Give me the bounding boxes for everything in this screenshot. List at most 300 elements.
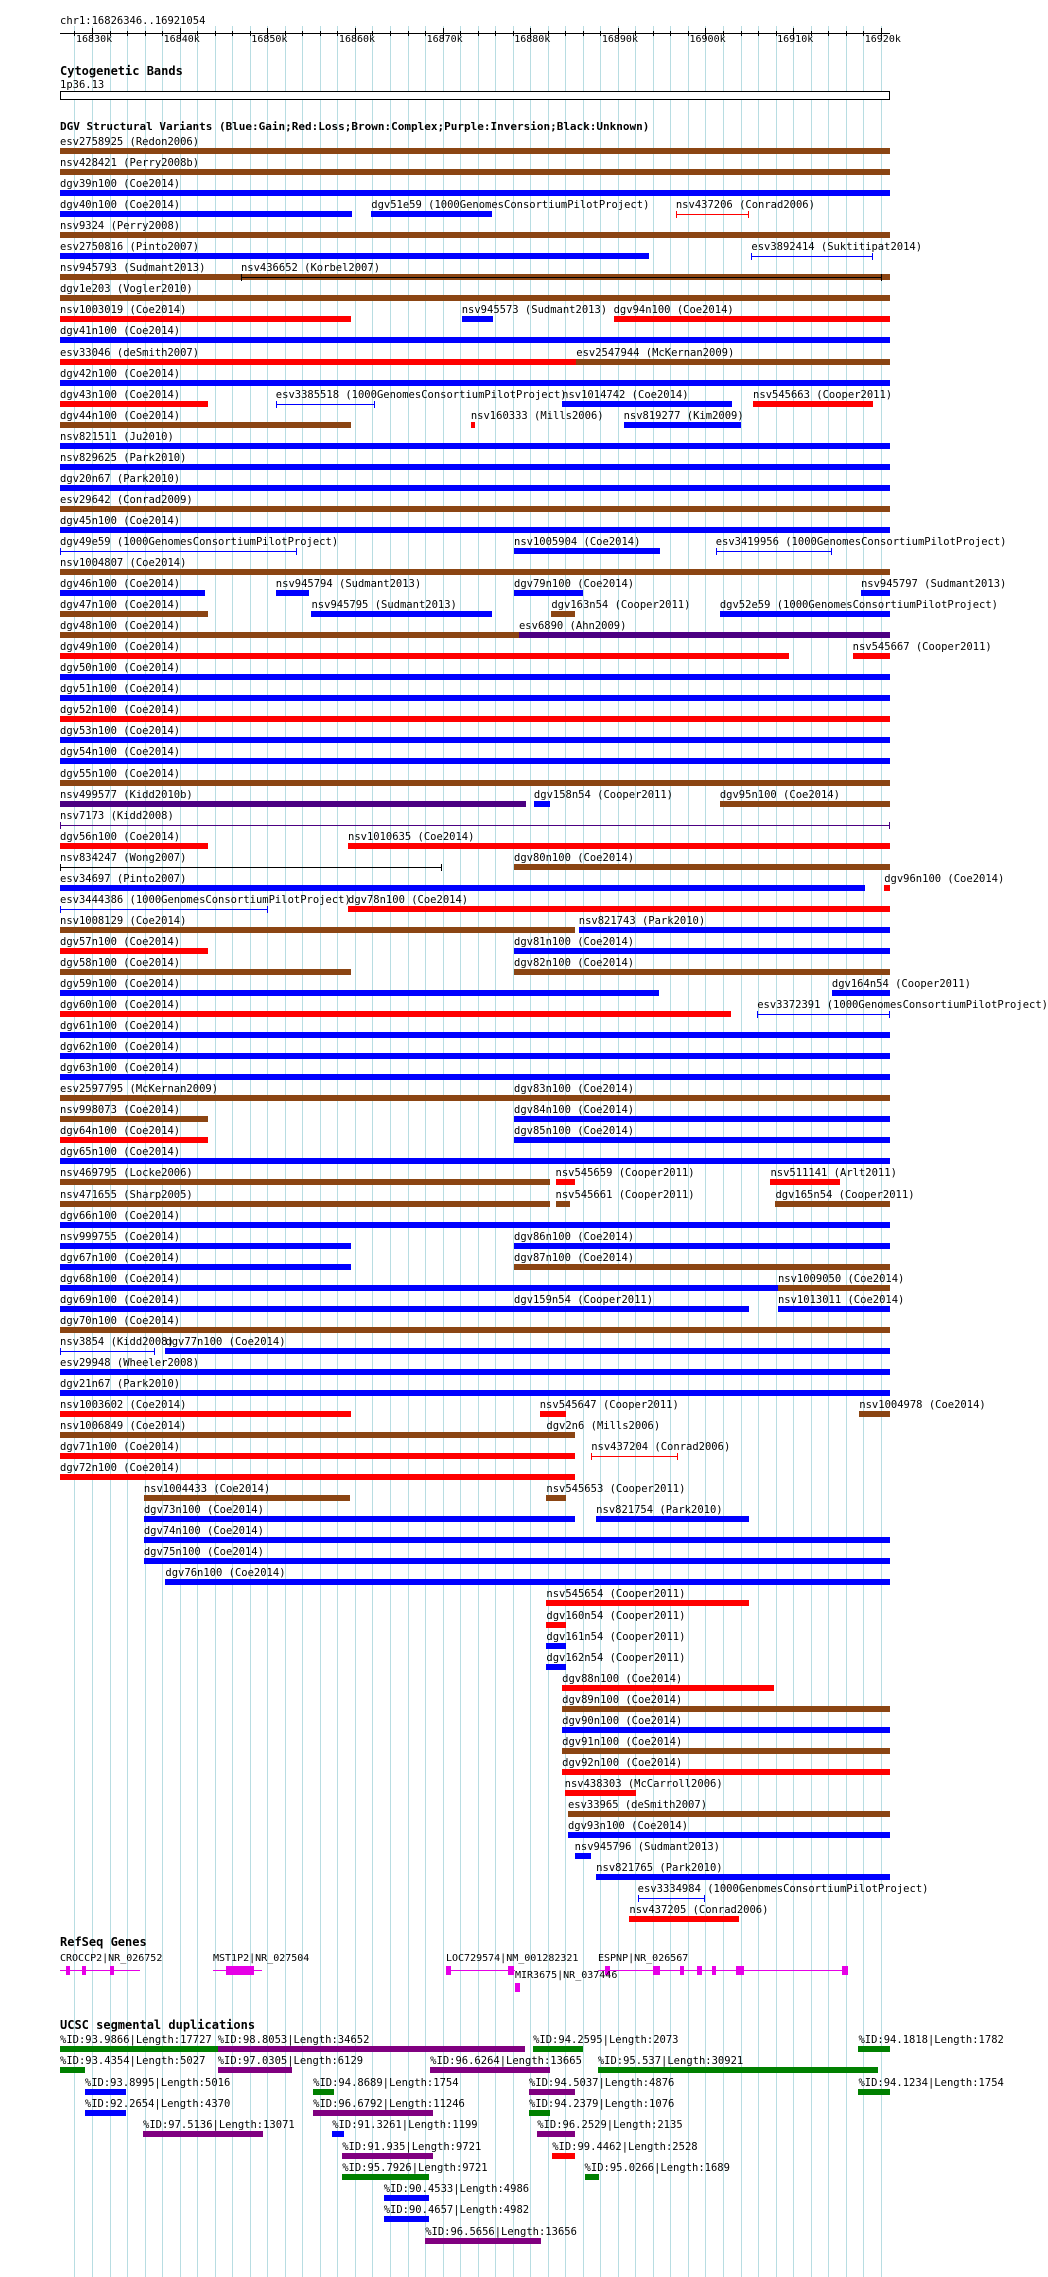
variant-feature[interactable] [60,1390,890,1396]
segdup-feature[interactable] [598,2067,878,2073]
variant-feature[interactable] [60,737,890,743]
variant-label: dgv43n100 (Coe2014) [60,388,181,401]
ruler-tick [741,31,742,36]
segdup-label: %ID:96.6264|Length:13665 [430,2055,582,2068]
segdup-feature[interactable] [425,2238,541,2244]
ruler-tick-label: 16860k [338,34,376,45]
variant-feature[interactable] [514,864,890,870]
variant-label: dgv2n6 (Mills2006) [546,1420,661,1433]
refseq-track-title[interactable]: RefSeq Genes [60,1935,147,1949]
variant-label: esv2750816 (Pinto2007) [60,241,200,254]
variant-end-tick [889,822,890,829]
variant-feature[interactable] [770,1179,840,1185]
segdup-label: %ID:99.4462|Length:2528 [552,2140,698,2153]
segdup-label: %ID:95.0266|Length:1689 [584,2161,730,2174]
variant-feature[interactable] [60,380,890,386]
variant-feature[interactable] [596,1516,749,1522]
gene-exon[interactable] [680,1966,684,1975]
variant-label: nsv436652 (Korbel2007) [240,262,381,275]
variant-feature[interactable] [546,1600,749,1606]
variant-label: dgv48n100 (Coe2014) [60,620,181,633]
variant-label: dgv20n67 (Park2010) [60,472,181,485]
gene-label: MST1P2|NR_027504 [213,1953,310,1964]
variant-feature[interactable] [348,843,890,849]
variant-feature[interactable] [60,316,351,322]
segdup-label: %ID:92.2654|Length:4370 [84,2097,231,2110]
segdup-feature[interactable] [529,2089,575,2095]
variant-feature[interactable] [562,1727,890,1733]
gene-exon[interactable] [66,1966,70,1975]
variant-label: dgv161n54 (Cooper2011) [546,1630,686,1643]
ruler-tick-label: 16880k [514,34,551,45]
variant-label: dgv58n100 (Coe2014) [60,956,181,969]
variant-feature[interactable] [60,1369,890,1375]
variant-label: dgv159n54 (Cooper2011) [514,1293,654,1306]
variant-label: dgv41n100 (Coe2014) [60,325,181,338]
ruler-tick [758,31,759,36]
variant-label: esv33965 (deSmith2007) [567,1798,708,1811]
variant-label: dgv40n100 (Coe2014) [60,199,181,212]
variant-feature[interactable] [60,867,442,868]
variant-feature[interactable] [60,527,890,533]
variant-feature[interactable] [629,1916,739,1922]
segdup-track-title[interactable]: UCSC segmental duplications [60,2018,256,2032]
gene-exon[interactable] [736,1966,744,1975]
variant-label: dgv49e59 (1000GenomesConsortiumPilotProject) [60,535,339,548]
variant-feature[interactable] [568,1811,890,1817]
variant-feature[interactable] [778,1306,890,1312]
variant-feature[interactable] [60,1053,890,1059]
variant-label: dgv160n54 (Cooper2011) [546,1609,686,1622]
variant-feature[interactable] [753,401,873,407]
variant-label: nsv945573 (Sudmant2013) [461,304,608,317]
variant-label: esv3892414 (Suktitipat2014) [751,241,923,254]
segdup-label: %ID:94.2595|Length:2073 [533,2034,679,2046]
variant-feature[interactable] [60,1032,890,1038]
variant-feature[interactable] [514,1306,749,1312]
variant-label: dgv21n67 (Park2010) [60,1377,181,1390]
variant-feature[interactable] [60,801,526,807]
segdup-feature[interactable] [60,2046,218,2052]
variant-feature[interactable] [60,1411,351,1417]
variant-end-tick [638,1895,639,1902]
variant-feature[interactable] [60,1432,575,1438]
variant-feature[interactable] [720,801,890,807]
segdup-label: %ID:97.0305|Length:6129 [217,2055,364,2068]
variant-label: nsv1003019 (Coe2014) [60,304,187,317]
segdup-feature[interactable] [585,2174,600,2180]
gene-exon[interactable] [110,1966,114,1975]
variant-label: dgv87n100 (Coe2014) [514,1251,635,1264]
variant-feature[interactable] [60,1137,208,1143]
variant-feature[interactable] [60,485,890,491]
variant-label: dgv39n100 (Coe2014) [60,178,181,191]
variant-feature[interactable] [60,825,890,826]
segdup-feature[interactable] [143,2131,263,2137]
variant-label: dgv163n54 (Cooper2011) [551,599,691,612]
gene-intron[interactable] [60,1970,140,1971]
variant-label: nsv545667 (Cooper2011) [852,641,992,654]
variant-label: nsv437204 (Conrad2006) [591,1441,731,1454]
variant-label: dgv75n100 (Coe2014) [143,1546,264,1559]
variant-feature[interactable] [165,1579,890,1585]
segdup-feature[interactable] [552,2153,574,2159]
gene-exon[interactable] [446,1966,451,1975]
segdup-feature[interactable] [858,2046,890,2052]
ruler-tick-label: 16920k [864,34,901,45]
segdup-feature[interactable] [537,2131,574,2137]
variant-feature[interactable] [144,1516,575,1522]
cytoband-track-title[interactable]: Cytogenetic Bands [60,64,183,78]
variant-label: dgv88n100 (Coe2014) [562,1672,683,1685]
variant-feature[interactable] [462,316,494,322]
variant-feature[interactable] [60,969,351,975]
segdup-feature[interactable] [342,2153,433,2159]
variant-feature[interactable] [514,969,890,975]
variant-feature[interactable] [276,404,376,405]
variant-feature[interactable] [60,464,890,470]
variant-feature[interactable] [778,1285,890,1291]
segdup-label: %ID:90.4533|Length:4986 [383,2183,530,2196]
variant-label: esv3419956 (1000GenomesConsortiumPilotProject) [715,535,1007,548]
variant-label: dgv77n100 (Coe2014) [165,1335,286,1348]
variant-feature[interactable] [534,801,550,807]
variant-label: nsv545659 (Cooper2011) [555,1167,695,1180]
variant-feature[interactable] [514,1095,890,1101]
variant-label: dgv66n100 (Coe2014) [60,1209,181,1222]
variant-label: nsv821754 (Park2010) [596,1504,723,1517]
variant-feature[interactable] [60,253,649,259]
variant-label: dgv94n100 (Coe2014) [613,304,734,317]
variant-feature[interactable] [60,190,890,196]
variant-feature[interactable] [60,1351,155,1352]
variant-label: nsv545663 (Cooper2011) [753,388,893,401]
variant-feature[interactable] [276,590,309,596]
variant-label: dgv82n100 (Coe2014) [514,956,635,969]
variant-label: dgv89n100 (Coe2014) [562,1693,683,1706]
variant-feature[interactable] [144,1537,890,1543]
segdup-feature[interactable] [218,2046,525,2052]
variant-feature[interactable] [562,1685,774,1691]
variant-feature[interactable] [853,653,890,659]
variant-feature[interactable] [348,906,890,912]
variant-feature[interactable] [60,674,890,680]
segdup-label: %ID:94.5037|Length:4876 [528,2076,675,2089]
variant-feature[interactable] [556,1179,575,1185]
segdup-feature[interactable] [85,2110,127,2116]
variant-end-tick [831,548,832,555]
variant-label: nsv945797 (Sudmant2013) [860,578,1007,591]
position-label: chr1:16826346..16921054 [60,15,206,27]
segdup-feature[interactable] [430,2067,550,2073]
variant-label: dgv83n100 (Coe2014) [514,1083,635,1096]
segdup-feature[interactable] [60,2067,85,2073]
variant-end-tick [591,1453,592,1460]
segdup-label: %ID:90.4657|Length:4982 [383,2204,530,2217]
variant-label: dgv91n100 (Coe2014) [562,1735,683,1748]
variant-feature[interactable] [60,443,890,449]
variant-feature[interactable] [60,569,890,575]
variant-feature[interactable] [514,1116,890,1122]
variant-feature[interactable] [546,1643,566,1649]
variant-feature[interactable] [614,316,890,322]
variant-feature[interactable] [546,1495,566,1501]
variant-feature[interactable] [60,653,789,659]
variant-feature[interactable] [471,422,475,428]
variant-label: dgv70n100 (Coe2014) [60,1314,181,1327]
segdup-feature[interactable] [332,2131,344,2137]
variant-feature[interactable] [241,277,882,278]
variant-feature[interactable] [562,1706,890,1712]
variant-feature[interactable] [60,1011,731,1017]
segdup-feature[interactable] [85,2089,127,2095]
variant-end-tick [154,1348,155,1355]
variant-feature[interactable] [60,1474,575,1480]
variant-feature[interactable] [60,716,890,722]
variant-label: esv3385518 (1000GenomesConsortiumPilotProject) [275,388,567,401]
variant-feature[interactable] [514,590,583,596]
variant-label: dgv80n100 (Coe2014) [514,851,635,864]
variant-feature[interactable] [60,590,205,596]
segdup-feature[interactable] [313,2089,334,2095]
variant-label: nsv437205 (Conrad2006) [629,1904,769,1917]
variant-feature[interactable] [60,1222,890,1228]
variant-label: esv3444386 (1000GenomesConsortiumPilotProject) [60,893,351,906]
variant-feature[interactable] [60,780,890,786]
ruler-tick-label: 16840k [163,34,200,45]
variant-feature[interactable] [60,1201,550,1207]
variant-label: nsv469795 (Locke2006) [60,1167,193,1180]
gene-exon[interactable] [226,1966,254,1975]
variant-feature[interactable] [60,1327,890,1333]
ruler-tick-label: 16870k [426,34,463,45]
variant-feature[interactable] [551,611,574,617]
segdup-feature[interactable] [218,2067,293,2073]
gene-exon[interactable] [515,1983,520,1992]
variant-label: dgv92n100 (Coe2014) [562,1756,683,1769]
variant-label: dgv90n100 (Coe2014) [562,1714,683,1727]
gene-exon[interactable] [653,1966,660,1975]
gene-intron[interactable] [598,1970,848,1971]
variant-label: nsv829625 (Park2010) [60,451,187,464]
variant-feature[interactable] [546,1664,566,1670]
segdup-feature[interactable] [384,2195,430,2201]
variant-label: nsv1006849 (Coe2014) [60,1420,187,1433]
variant-end-tick [716,548,717,555]
ruler-tick [145,31,146,36]
gene-exon[interactable] [697,1966,702,1975]
gene-exon[interactable] [82,1966,86,1975]
variant-end-tick [881,274,882,281]
variant-label: esv3372391 (1000GenomesConsortiumPilotProject) [757,999,1048,1012]
variant-feature[interactable] [60,948,208,954]
variant-end-tick [241,274,242,281]
variant-label: nsv545661 (Cooper2011) [555,1188,695,1201]
variant-label: dgv78n100 (Coe2014) [348,893,469,906]
variant-feature[interactable] [624,422,741,428]
variant-feature[interactable] [591,1456,678,1457]
segdup-feature[interactable] [384,2216,430,2222]
variant-feature[interactable] [60,1158,890,1164]
variant-feature[interactable] [60,295,890,301]
segdup-label: %ID:93.8995|Length:5016 [84,2076,231,2089]
variant-label: dgv158n54 (Cooper2011) [533,788,673,801]
segdup-label: %ID:93.4354|Length:5027 [60,2055,206,2068]
variant-feature[interactable] [60,422,351,428]
variant-feature[interactable] [60,990,659,996]
variant-label: dgv62n100 (Coe2014) [60,1041,181,1054]
variant-feature[interactable] [60,232,890,238]
segdup-feature[interactable] [529,2110,550,2116]
variant-feature[interactable] [751,256,873,257]
variant-label: nsv7173 (Kidd2008) [60,809,174,822]
gene-intron[interactable] [446,1970,515,1971]
variant-feature[interactable] [775,1201,890,1207]
gene-exon[interactable] [508,1966,514,1975]
variant-feature[interactable] [60,1243,351,1249]
variant-end-tick [748,211,749,218]
ruler-tick [653,31,654,36]
variant-label: dgv45n100 (Coe2014) [60,514,181,527]
variant-feature[interactable] [514,1243,890,1249]
variant-label: dgv68n100 (Coe2014) [60,1272,181,1285]
variant-feature[interactable] [60,506,890,512]
variant-feature[interactable] [568,1832,890,1838]
variant-label: esv2547944 (McKernan2009) [576,346,735,359]
variant-feature[interactable] [60,611,208,617]
variant-label: dgv65n100 (Coe2014) [60,1146,181,1159]
variant-feature[interactable] [716,551,832,552]
variant-label: nsv945795 (Sudmant2013) [311,599,457,612]
variant-feature[interactable] [546,1432,566,1438]
ruler-tick-label: 16850k [251,34,288,45]
variant-feature[interactable] [514,1137,890,1143]
variant-label: dgv44n100 (Coe2014) [60,409,181,422]
variant-label: dgv60n100 (Coe2014) [60,999,181,1012]
variant-feature[interactable] [60,1453,575,1459]
variant-feature[interactable] [676,214,749,215]
variant-feature[interactable] [556,1201,571,1207]
gene-exon[interactable] [712,1966,716,1975]
variant-feature[interactable] [311,611,491,617]
variant-label: dgv50n100 (Coe2014) [60,662,181,675]
segdup-label: %ID:98.8053|Length:34652 [217,2034,370,2046]
variant-label: dgv51e59 (1000GenomesConsortiumPilotProject) [371,199,650,212]
variant-label: dgv56n100 (Coe2014) [60,830,181,843]
ruler-tick [583,31,584,36]
variant-feature[interactable] [60,551,297,552]
variant-label: nsv821743 (Park2010) [578,914,706,927]
variant-feature[interactable] [576,359,890,365]
variant-feature[interactable] [861,590,890,596]
variant-label: esv2597795 (McKernan2009) [60,1083,219,1096]
variant-feature[interactable] [519,632,890,638]
variant-feature[interactable] [60,169,890,175]
variant-feature[interactable] [371,211,491,217]
variant-label: nsv999755 (Coe2014) [60,1230,181,1243]
variant-feature[interactable] [60,1285,890,1291]
segdup-feature[interactable] [533,2046,583,2052]
variant-feature[interactable] [60,1095,517,1101]
segdup-feature[interactable] [858,2089,890,2095]
variant-feature[interactable] [144,1495,351,1501]
segdup-feature[interactable] [342,2174,429,2180]
variant-feature[interactable] [60,885,865,891]
variant-label: esv33046 (deSmith2007) [60,346,200,359]
variant-feature[interactable] [60,927,575,933]
variant-feature[interactable] [540,1411,567,1417]
variant-end-tick [676,211,677,218]
dgv-track-title[interactable]: DGV Structural Variants (Blue:Gain;Red:Loss;Brown:Complex;Purple:Inversion;Black:Unknown) [60,120,650,133]
variant-feature[interactable] [596,1874,890,1880]
variant-feature[interactable] [514,548,660,554]
variant-end-tick [60,1348,61,1355]
variant-feature[interactable] [859,1411,890,1417]
segdup-label: %ID:93.9866|Length:17727 [60,2034,212,2046]
variant-label: nsv545647 (Cooper2011) [539,1399,679,1411]
variant-feature[interactable] [579,927,890,933]
variant-feature[interactable] [144,1558,890,1564]
variant-end-tick [374,401,375,408]
variant-feature[interactable] [60,211,352,217]
variant-feature[interactable] [514,1264,890,1270]
ruler-tick [408,31,409,36]
ruler-tick [302,31,303,36]
variant-feature[interactable] [562,1769,890,1775]
variant-end-tick [60,822,61,829]
variant-end-tick [296,548,297,555]
variant-feature[interactable] [60,695,890,701]
variant-label: nsv821765 (Park2010) [596,1862,723,1875]
variant-feature[interactable] [60,148,890,154]
variant-feature[interactable] [60,1179,550,1185]
variant-feature[interactable] [165,1348,890,1354]
variant-feature[interactable] [60,1116,208,1122]
variant-feature[interactable] [60,337,890,343]
variant-feature[interactable] [575,1853,592,1859]
variant-feature[interactable] [546,1622,566,1628]
variant-label: dgv85n100 (Coe2014) [514,1125,635,1138]
variant-feature[interactable] [832,990,890,996]
variant-label: dgv64n100 (Coe2014) [60,1125,181,1138]
ruler-tick-label: 16830k [76,34,113,45]
variant-feature[interactable] [884,885,890,891]
variant-feature[interactable] [562,401,732,407]
variant-feature[interactable] [60,1074,890,1080]
variant-feature[interactable] [565,1790,636,1796]
segdup-feature[interactable] [313,2110,433,2116]
variant-feature[interactable] [60,843,208,849]
variant-label: dgv51n100 (Coe2014) [60,683,181,696]
gene-label: MIR3675|NR_037446 [515,1970,618,1981]
variant-feature[interactable] [60,758,890,764]
variant-label: nsv1010635 (Coe2014) [348,830,475,843]
variant-feature[interactable] [638,1898,705,1899]
variant-feature[interactable] [60,401,208,407]
variant-label: dgv55n100 (Coe2014) [60,767,181,780]
variant-feature[interactable] [720,611,890,617]
variant-label: dgv76n100 (Coe2014) [165,1567,286,1580]
gene-exon[interactable] [842,1966,848,1975]
variant-feature[interactable] [514,948,890,954]
variant-label: dgv49n100 (Coe2014) [60,641,181,654]
variant-feature[interactable] [562,1748,890,1754]
variant-feature[interactable] [757,1014,890,1015]
variant-feature[interactable] [60,909,268,910]
variant-label: nsv1014742 (Coe2014) [562,388,689,401]
cytoband-1p36-13[interactable] [60,91,890,100]
variant-feature[interactable] [60,1264,351,1270]
